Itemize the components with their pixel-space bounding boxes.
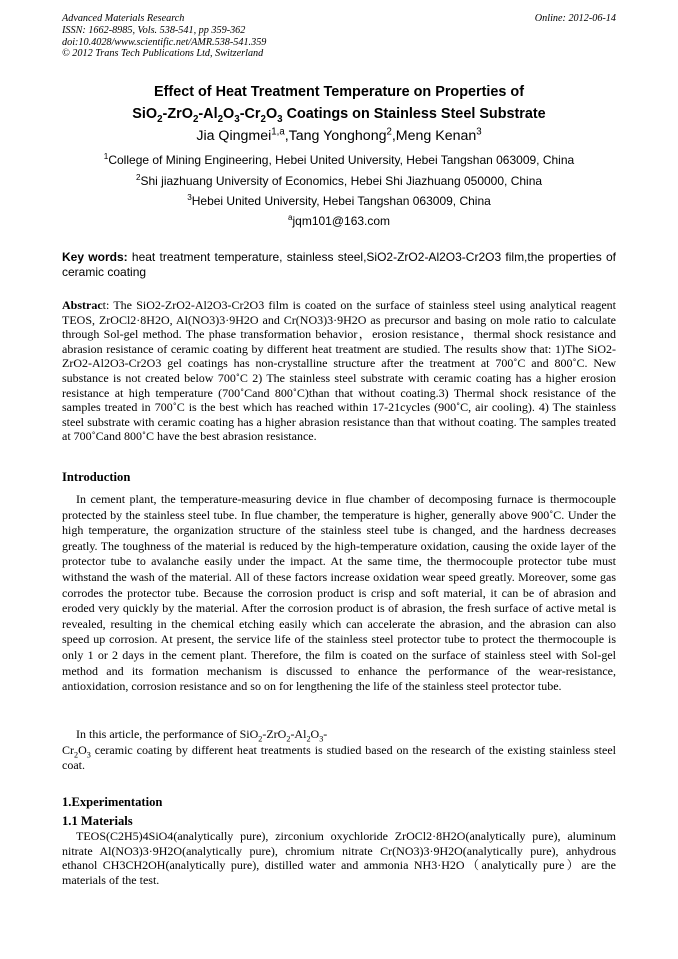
introduction-paragraph-1: In cement plant, the temperature-measuring device in flue chamber of decomposing furnace is thermocouple protected by the stainless steel tube. In flue chamber, the temperature is higher, generally above 900˚C. Under the high temperature, the organization structure of the stainless steel tube is changed, and the hardness decreases greatly. The toughness of the material is reduced by the high-temperature oxidation, causing the oxide layer of the protector tube to avalanche easily under the impact. At the same time, the thermocouple protector tube must withstand the wash of the material. All of these factors increase oxidation wear speed greatly. Moreover, some gas corrodes the protector tube. Because the corrosion product is crisp and soft material, it can be of abrasion and eroded very quickly by the material. After the corrosion product is of abrasion, the fresh surface of active metal is revealed, resulting in the chemical etching easily which can accelerate the abrasion, and the abrasion can also speed up corrosion. At present, the service life of the stainless steel protector tube to protect the thermocouple is only 1 or 2 days in the cement plant. Therefore, the film is coated on the surface of stainless steel with Sol-gel method and its formation mechanism is discussed to enhance the performance of the wear-resistance, antioxidation, corrosion resistance and so on for lengthening the life of the stainless steel protector tube. — [62, 492, 616, 694]
abstract: Abstract: The SiO2-ZrO2-Al2O3-Cr2O3 film is coated on the surface of stainless steel using analytical reagent TEOS, ZrOCl2·8H2O, Al(NO3)3·9H2O and Cr(NO3)3·9H2O as precursor and basing on mole ratio to calculate through Sol-gel method. The phase transformation behavior，erosion resistance，thermal shock resistance and abrasion resistance of ceramic coating by different heat treatment are studied. The results show that: 1)The SiO2-ZrO2-Al2O3-Cr2O3 gel coatings has non-crystalline structure after the treatment at 700˚C and 800˚C. New substance is not created below 700˚C 2) The stainless steel substrate with ceramic coating has a higher erosion resistance at high temperature (700˚Cand 800˚C)than that without coating.3) Thermal shock resistance of the samples treated in 700˚C is the best which has reached within 17-21cycles (900˚C, air cooling). 4) The stainless steel substrate with ceramic coating has a higher abrasion resistance than that without coating. The samples treated at 700˚Cand 800˚C have the best abrasion resistance. — [62, 298, 616, 444]
doi-line: doi:10.4028/www.scientific.net/AMR.538-541.359 — [62, 36, 267, 48]
keywords: Key words: heat treatment temperature, stainless steel,SiO2-ZrO2-Al2O3-Cr2O3 film,the properties of ceramic coating — [62, 250, 616, 279]
affiliation-3: $^3$Hebei United University, Hebei Tangshan 063009, China — [187, 193, 491, 208]
journal-name: Advanced Materials Research — [62, 13, 185, 24]
journal-header — [62, 13, 616, 60]
author-list: Jia Qingmei$^{1,a}$,Tang Yonghong$^2$,Meng Kenan$^3$ — [196, 126, 482, 144]
online-date: Online: 2012-06-14 — [534, 13, 616, 24]
author-name: Jia Qingmei — [196, 128, 272, 144]
author-name: ,Meng Kenan — [391, 128, 477, 144]
copyright-line: © 2012 Trans Tech Publications Ltd, Switzerland — [62, 48, 264, 60]
introduction-heading: Introduction — [62, 470, 131, 484]
paper-title-line-2: $SiO_2-ZrO_2-Al_2O_3-Cr_2O_3$ Coatings on Stainless Steel Substrate — [132, 106, 546, 125]
keywords-label: Key words: — [62, 250, 128, 264]
author-email: $^a$jqm101@163.com — [287, 213, 391, 228]
materials-subheading: 1.1 Materials — [62, 814, 133, 828]
introduction-paragraph-2: In this article, the performance of $SiO_2-ZrO_2-Al_2O_3-$ $Cr_2O_3$ ceramic coating by different heat treatments is studied based on the research of the existing stainless steel coat. — [62, 727, 616, 773]
affiliation-2: $^2$Shi jiazhuang University of Economics, Hebei Shi Jiazhuang 050000, China — [135, 173, 543, 188]
materials-paragraph: TEOS(C2H5)4SiO4(analytically pure), zirconium oxychloride ZrOCl2·8H2O(analytically pure), aluminum nitrate Al(NO3)3·9H2O(analytically pure), chromium nitrate Cr(NO3)3·9H2O(analytically pure), anhydrous ethanol CH3CH2OH(analytically pure), distilled water and ammonia NH3·H2O（analytically pure）are the materials of the test. — [62, 829, 616, 887]
affiliation-1: $^1$College of Mining Engineering, Hebei United University, Hebei Tangshan 063009, China — [103, 152, 575, 167]
issn-line: ISSN: 1662-8985, Vols. 538-541, pp 359-362 — [62, 24, 246, 36]
experimentation-heading: 1.Experimentation — [62, 795, 163, 809]
abstract-label: Abstrac — [62, 298, 103, 312]
author-name: ,Tang Yonghong — [284, 128, 387, 144]
paper-title-line-1: Effect of Heat Treatment Temperature on Properties of — [154, 84, 524, 100]
